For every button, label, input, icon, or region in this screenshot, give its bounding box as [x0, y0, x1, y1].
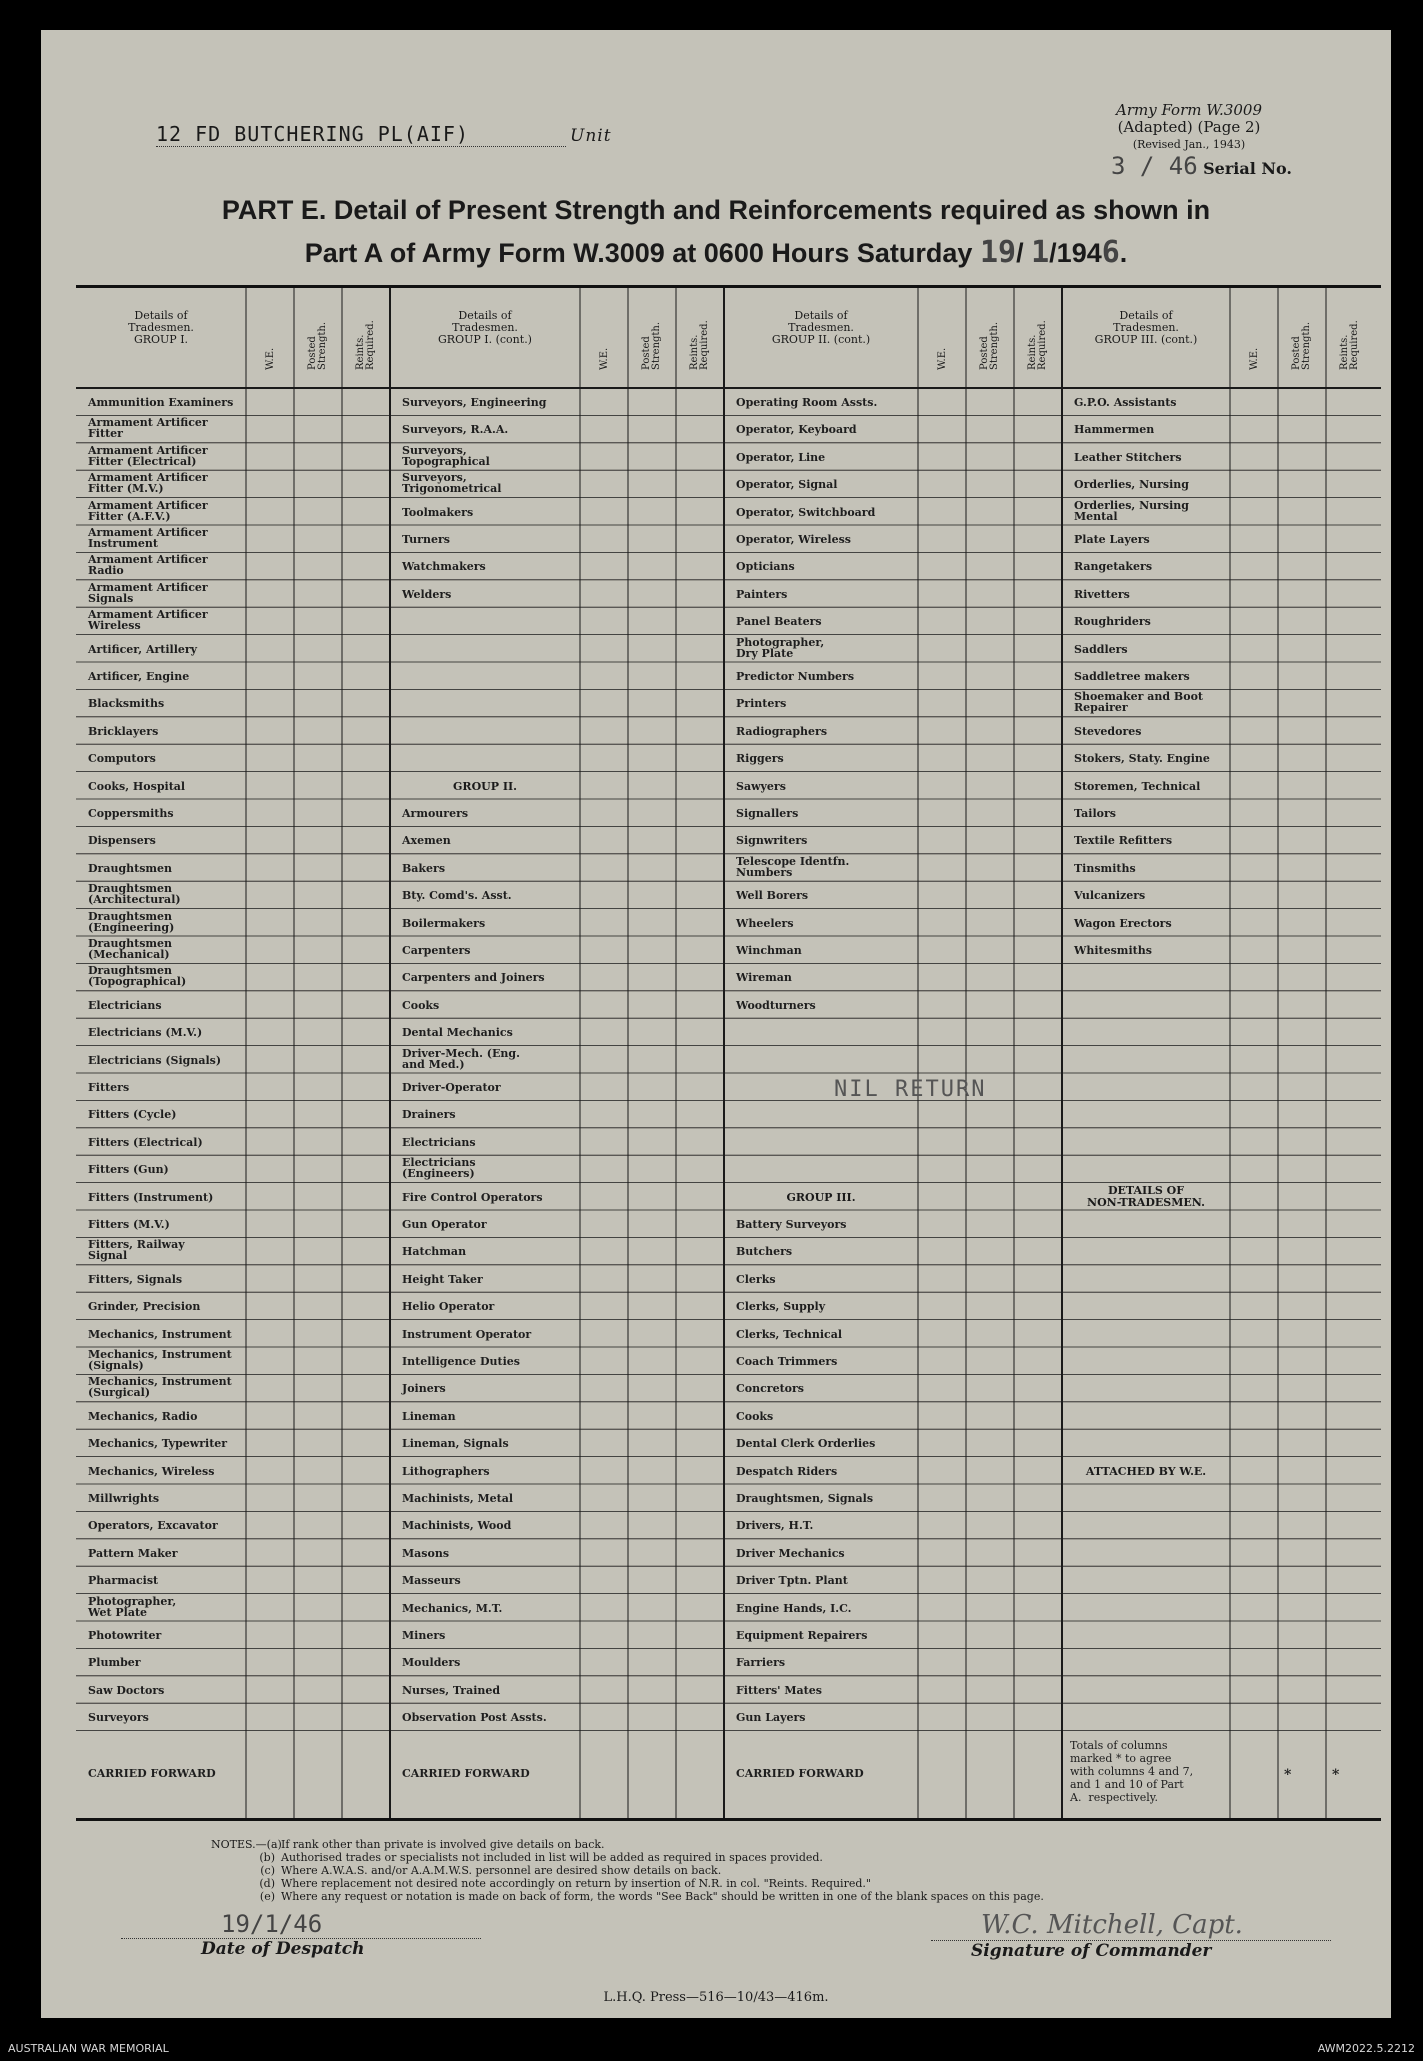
trade-label: Wagon Erectors: [1074, 916, 1172, 930]
trade-label: Armourers: [402, 807, 469, 820]
trade-label: Grinder, Precision: [88, 1300, 201, 1314]
trade-label: Wheelers: [736, 916, 794, 930]
trade-label: Photographer, Wet Plate: [88, 1594, 177, 1619]
sub-header: W.E.: [599, 347, 610, 370]
trade-label: Telescope Identfn. Numbers: [736, 854, 850, 879]
date-month: 1: [1031, 235, 1050, 270]
unit-value: 12 FD BUTCHERING PL(AIF): [156, 122, 566, 147]
trade-label: Cooks, Hospital: [88, 779, 186, 793]
trade-label: Driver Mechanics: [736, 1546, 845, 1560]
trade-label: Lithographers: [402, 1464, 490, 1478]
trade-label: Machinists, Wood: [402, 1519, 512, 1533]
trade-label: Operator, Wireless: [736, 533, 851, 546]
trade-label: Fitters (Electrical): [88, 1135, 203, 1149]
trade-label: Rivetters: [1074, 587, 1130, 601]
note-prefix: (e): [259, 1890, 275, 1903]
trade-label: Printers: [736, 697, 787, 711]
trade-label: Surveyors, R.A.A.: [402, 423, 509, 437]
trade-label: Operator, Line: [736, 450, 826, 464]
trade-label: Masons: [402, 1546, 450, 1560]
sub-header: W.E.: [937, 347, 948, 370]
page-title: PART E. Detail of Present Strength and Reinforcements required as shown in: [221, 195, 1211, 225]
trade-label: Mechanics, M.T.: [402, 1601, 503, 1615]
trade-label: Carpenters and Joiners: [402, 971, 545, 985]
trade-label: Vulcanizers: [1074, 889, 1146, 903]
trade-label: Observation Post Assts.: [402, 1711, 547, 1725]
trade-label: Hatchman: [402, 1245, 467, 1259]
trade-label: Electricians: [402, 1135, 476, 1149]
trade-label: Artificer, Engine: [88, 670, 190, 683]
trade-label: Pattern Maker: [88, 1546, 178, 1560]
trade-label: Plate Layers: [1074, 533, 1150, 546]
section-label: DETAILS OF NON-TRADESMEN.: [1087, 1183, 1205, 1209]
trade-label: Electricians (Signals): [88, 1053, 222, 1067]
trade-label: Lineman: [402, 1409, 456, 1423]
note-line: [211, 1877, 1044, 1890]
form-sheet: [41, 30, 1391, 2018]
trade-label: Operating Room Assts.: [736, 396, 878, 409]
sub-header: W.E.: [265, 347, 276, 370]
trade-label: Storemen, Technical: [1074, 779, 1201, 793]
subtitle-prefix: Part A of Army Form W.3009 at 0600 Hours Saturday: [304, 238, 973, 268]
section-label: GROUP III.: [786, 1190, 856, 1204]
trade-label: Cooks: [736, 1409, 774, 1423]
nil-return-stamp: NIL RETURN: [834, 1077, 987, 1102]
asterisk-mark: *: [1332, 1767, 1340, 1784]
trade-label: Stokers, Staty. Engine: [1074, 752, 1210, 766]
trade-label: Photographer, Dry Plate: [736, 635, 825, 660]
trade-label: Panel Beaters: [736, 615, 822, 629]
trade-label: Rangetakers: [1074, 560, 1153, 574]
trade-label: Signwriters: [736, 834, 808, 848]
note-line: [211, 1890, 1044, 1903]
trade-label: Dental Mechanics: [402, 1026, 513, 1040]
note-line: [211, 1851, 1044, 1864]
trade-label: Intelligence Duties: [402, 1355, 520, 1368]
note-line: [211, 1864, 1044, 1877]
note-text: Where any request or notation is made on back of form, the words "See Back" should be written in one of the blank spaces on this page.: [281, 1890, 1044, 1903]
note-prefix: (c): [260, 1864, 275, 1877]
trade-label: Machinists, Metal: [402, 1492, 514, 1505]
trade-label: Armament Artificer Radio: [88, 553, 208, 578]
form-revised: (Revised Jan., 1943): [1132, 138, 1246, 151]
trade-label: Farriers: [736, 1656, 786, 1670]
archive-id: AWM2022.5.2212: [1317, 2042, 1415, 2055]
trade-label: Fitters (Instrument): [88, 1190, 214, 1204]
note-prefix: (b): [259, 1851, 275, 1864]
trade-label: Armament Artificer Fitter (Electrical): [88, 443, 208, 468]
note-text: Where replacement not desired note accordingly on return by insertion of N.R. in col. "Reints. Required.": [281, 1877, 871, 1890]
trade-label: Helio Operator: [402, 1300, 495, 1314]
form-adapted: (Adapted) (Page 2): [1117, 118, 1261, 136]
trade-label: Armament Artificer Fitter: [88, 416, 208, 441]
trade-label: Mechanics, Instrument: [88, 1327, 232, 1341]
trade-label: Fire Control Operators: [402, 1190, 543, 1204]
strength-table: [76, 285, 1381, 1821]
commander-signature: W.C. Mitchell, Capt.: [931, 1910, 1331, 1941]
trade-label: Clerks, Technical: [736, 1327, 842, 1341]
trade-label: Gun Layers: [736, 1711, 806, 1725]
note-line: [211, 1838, 1044, 1851]
trade-label: Riggers: [736, 752, 784, 766]
sub-header: Posted Strength.: [1291, 321, 1312, 370]
trade-label: Armament Artificer Fitter (A.F.V.): [88, 498, 208, 523]
trade-label: Dispensers: [88, 834, 156, 848]
trade-label: Boilermakers: [402, 916, 486, 930]
form-identifier: [1116, 102, 1262, 153]
trade-label: Mechanics, Wireless: [88, 1464, 215, 1478]
trade-label: Battery Surveyors: [736, 1218, 847, 1231]
trade-label: Operator, Keyboard: [736, 423, 857, 437]
trade-label: Surveyors, Trigonometrical: [402, 471, 502, 496]
trade-label: Carpenters: [402, 944, 471, 957]
trade-label: Concretors: [736, 1382, 804, 1396]
trade-label: Tinsmiths: [1074, 861, 1136, 875]
trade-label: Saw Doctors: [88, 1683, 165, 1697]
note-text: Where A.W.A.S. and/or A.A.M.W.S. personnel are desired show details on back.: [281, 1864, 722, 1877]
sub-header: W.E.: [1249, 347, 1260, 370]
trade-label: Signallers: [736, 807, 799, 820]
trade-label: Millwrights: [88, 1492, 160, 1505]
carried-forward-label: CARRIED FORWARD: [736, 1767, 864, 1781]
trade-label: Electricians (Engineers): [402, 1156, 476, 1181]
trade-label: Fitters (Gun): [88, 1163, 169, 1177]
trade-label: Sawyers: [736, 779, 786, 793]
page-subtitle: Part A of Army Form W.3009 at 0600 Hours Saturday 19/ 1/1946.: [304, 235, 1128, 270]
trade-label: Photowriter: [88, 1629, 162, 1642]
trade-label: Artificer, Artillery: [88, 642, 198, 656]
trade-label: Equipment Repairers: [736, 1629, 868, 1642]
printer-imprint: L.H.Q. Press—516—10/43—416m.: [603, 1990, 829, 2005]
trade-label: Radiographers: [736, 724, 828, 738]
note-prefix: NOTES.—(a): [211, 1838, 282, 1851]
trade-label: Drivers, H.T.: [736, 1519, 814, 1533]
despatch-field: [121, 1910, 481, 1959]
trade-label: Pharmacist: [88, 1574, 159, 1588]
trade-label: Orderlies, Nursing: [1074, 478, 1189, 492]
serial-field: [1111, 152, 1292, 180]
trade-label: Mechanics, Instrument (Surgical): [88, 1375, 232, 1400]
trade-label: Moulders: [402, 1656, 461, 1670]
group-header: Details of Tradesmen. GROUP I. (cont.): [438, 309, 532, 346]
trade-label: Cooks: [402, 998, 440, 1012]
trade-label: Turners: [402, 533, 450, 546]
sub-header: Reints. Required.: [689, 320, 710, 370]
trade-label: Saddletree makers: [1074, 670, 1190, 683]
trade-label: Draughtsmen (Topographical): [88, 964, 187, 989]
unit-label: Unit: [570, 126, 612, 146]
totals-note: Totals of columns marked * to agree with columns 4 and 7, and 1 and 10 of Part A. respectively.: [1070, 1738, 1194, 1804]
trade-label: Armament Artificer Signals: [88, 580, 208, 605]
trade-label: Fitters, Signals: [88, 1272, 183, 1286]
trade-label: Saddlers: [1074, 642, 1128, 656]
year-digit: 6: [1101, 235, 1120, 270]
trade-label: Operator, Signal: [736, 478, 838, 492]
trade-label: Shoemaker and Boot Repairer: [1074, 690, 1203, 715]
form-number: Army Form W.3009: [1116, 101, 1262, 119]
sub-header: Reints. Required.: [355, 320, 376, 370]
trade-label: Fitters (M.V.): [88, 1218, 170, 1231]
trade-label: Nurses, Trained: [402, 1683, 501, 1697]
unit-field: [156, 122, 612, 147]
trade-label: Bty. Comd's. Asst.: [402, 889, 512, 903]
trade-label: Despatch Riders: [736, 1464, 838, 1478]
trade-label: Plumber: [88, 1656, 141, 1670]
trade-label: Dental Clerk Orderlies: [736, 1437, 876, 1451]
trade-label: Instrument Operator: [402, 1327, 532, 1341]
trade-label: Butchers: [736, 1245, 793, 1259]
trade-label: Armament Artificer Instrument: [88, 526, 208, 550]
year-prefix: 194: [1056, 238, 1102, 268]
trade-label: Mechanics, Instrument (Signals): [88, 1348, 232, 1372]
serial-label: Serial No.: [1203, 159, 1292, 178]
despatch-label: Date of Despatch: [201, 1939, 365, 1959]
trade-label: Joiners: [402, 1382, 446, 1396]
trade-label: Roughriders: [1074, 615, 1151, 629]
note-prefix: (d): [259, 1877, 275, 1890]
sub-header: Posted Strength.: [979, 321, 1000, 370]
trade-label: Clerks, Supply: [736, 1300, 826, 1314]
trade-label: Axemen: [402, 834, 451, 848]
signature-field: [931, 1910, 1331, 1961]
trade-label: Draughtsmen: [88, 861, 173, 875]
trade-label: Driver-Operator: [402, 1081, 501, 1094]
trade-label: Fitters, Railway Signal: [88, 1238, 185, 1263]
trade-label: Masseurs: [402, 1574, 461, 1588]
note-text: Authorised trades or specialists not included in list will be added as required in spaces provided.: [281, 1851, 823, 1864]
trade-label: Lineman, Signals: [402, 1437, 509, 1451]
trade-label: Toolmakers: [402, 505, 474, 519]
trade-label: Surveyors, Engineering: [402, 396, 547, 409]
trade-label: Height Taker: [402, 1272, 483, 1286]
trade-label: Driver-Mech. (Eng. and Med.): [402, 1046, 520, 1071]
trade-label: Surveyors, Topographical: [402, 443, 490, 468]
trade-label: Bricklayers: [88, 724, 159, 738]
section-label: ATTACHED BY W.E.: [1085, 1464, 1207, 1478]
trade-label: Textile Refitters: [1074, 834, 1173, 848]
trade-label: Drainers: [402, 1108, 456, 1122]
sub-header: Posted Strength.: [641, 321, 662, 370]
trade-label: Well Borers: [736, 889, 809, 903]
trade-label: Draughtsmen (Engineering): [88, 909, 175, 934]
trade-label: Hammermen: [1074, 423, 1155, 437]
trade-label: Surveyors: [88, 1711, 149, 1725]
trade-label: Gun Operator: [402, 1218, 487, 1231]
trade-label: Tailors: [1074, 807, 1116, 820]
trade-label: Draughtsmen (Mechanical): [88, 937, 173, 961]
trade-label: Coppersmiths: [88, 807, 174, 820]
trade-label: G.P.O. Assistants: [1074, 396, 1177, 409]
section-label: GROUP II.: [453, 779, 517, 793]
trade-label: Blacksmiths: [88, 697, 165, 711]
signature-label: Signature of Commander: [971, 1941, 1212, 1961]
trade-label: Painters: [736, 587, 788, 601]
trade-label: Bakers: [402, 861, 446, 875]
trade-label: Fitters (Cycle): [88, 1108, 177, 1122]
trade-label: Leather Stitchers: [1074, 450, 1182, 464]
trade-label: Miners: [402, 1629, 446, 1642]
trade-label: Clerks: [736, 1272, 776, 1286]
trade-label: Mechanics, Radio: [88, 1409, 198, 1423]
sub-header: Posted Strength.: [307, 321, 328, 370]
trade-label: Operator, Switchboard: [736, 505, 876, 519]
asterisk-mark: *: [1284, 1767, 1292, 1784]
trade-label: Ammunition Examiners: [88, 396, 234, 409]
date-day: 19: [979, 235, 1017, 270]
serial-value: 3 / 46: [1111, 152, 1198, 180]
trade-label: Winchman: [736, 944, 802, 957]
trade-label: Electricians (M.V.): [88, 1026, 203, 1040]
notes-block: [211, 1838, 1044, 1903]
trade-label: Welders: [402, 587, 452, 601]
trade-label: Predictor Numbers: [736, 670, 855, 683]
archive-credit: AUSTRALIAN WAR MEMORIAL: [8, 2042, 169, 2055]
trade-label: Fitters' Mates: [736, 1683, 822, 1697]
trade-label: Driver Tptn. Plant: [736, 1574, 848, 1588]
group-header: Details of Tradesmen. GROUP III. (cont.): [1094, 309, 1198, 346]
trade-label: Computors: [88, 752, 156, 766]
sub-header: Reints. Required.: [1339, 320, 1360, 370]
trade-label: Operators, Excavator: [88, 1519, 218, 1533]
sub-header: Reints. Required.: [1027, 320, 1048, 370]
trade-label: Wireman: [736, 971, 792, 985]
trade-label: Whitesmiths: [1074, 944, 1152, 957]
trade-label: Armament Artificer Wireless: [88, 608, 208, 633]
trade-label: Electricians: [88, 998, 162, 1012]
trade-label: Opticians: [736, 560, 795, 574]
trade-label: Coach Trimmers: [736, 1355, 838, 1368]
trade-label: Stevedores: [1074, 724, 1142, 738]
carried-forward-label: CARRIED FORWARD: [88, 1767, 216, 1781]
trade-label: Mechanics, Typewriter: [88, 1437, 228, 1451]
despatch-date: 19/1/46: [121, 1910, 481, 1939]
trade-label: Draughtsmen, Signals: [736, 1492, 874, 1505]
group-header: Details of Tradesmen. GROUP I.: [128, 309, 194, 346]
trade-label: Armament Artificer Fitter (M.V.): [88, 471, 208, 496]
note-text: If rank other than private is involved give details on back.: [281, 1838, 605, 1851]
trade-label: Watchmakers: [402, 560, 486, 574]
trade-label: Engine Hands, I.C.: [736, 1601, 852, 1615]
trade-label: Fitters: [88, 1081, 130, 1094]
group-header: Details of Tradesmen. GROUP II. (cont.): [771, 309, 871, 346]
trade-label: Woodturners: [736, 998, 816, 1012]
trade-label: Draughtsmen (Architectural): [88, 882, 181, 907]
carried-forward-label: CARRIED FORWARD: [402, 1767, 530, 1781]
trade-label: Orderlies, Nursing Mental: [1074, 498, 1189, 523]
